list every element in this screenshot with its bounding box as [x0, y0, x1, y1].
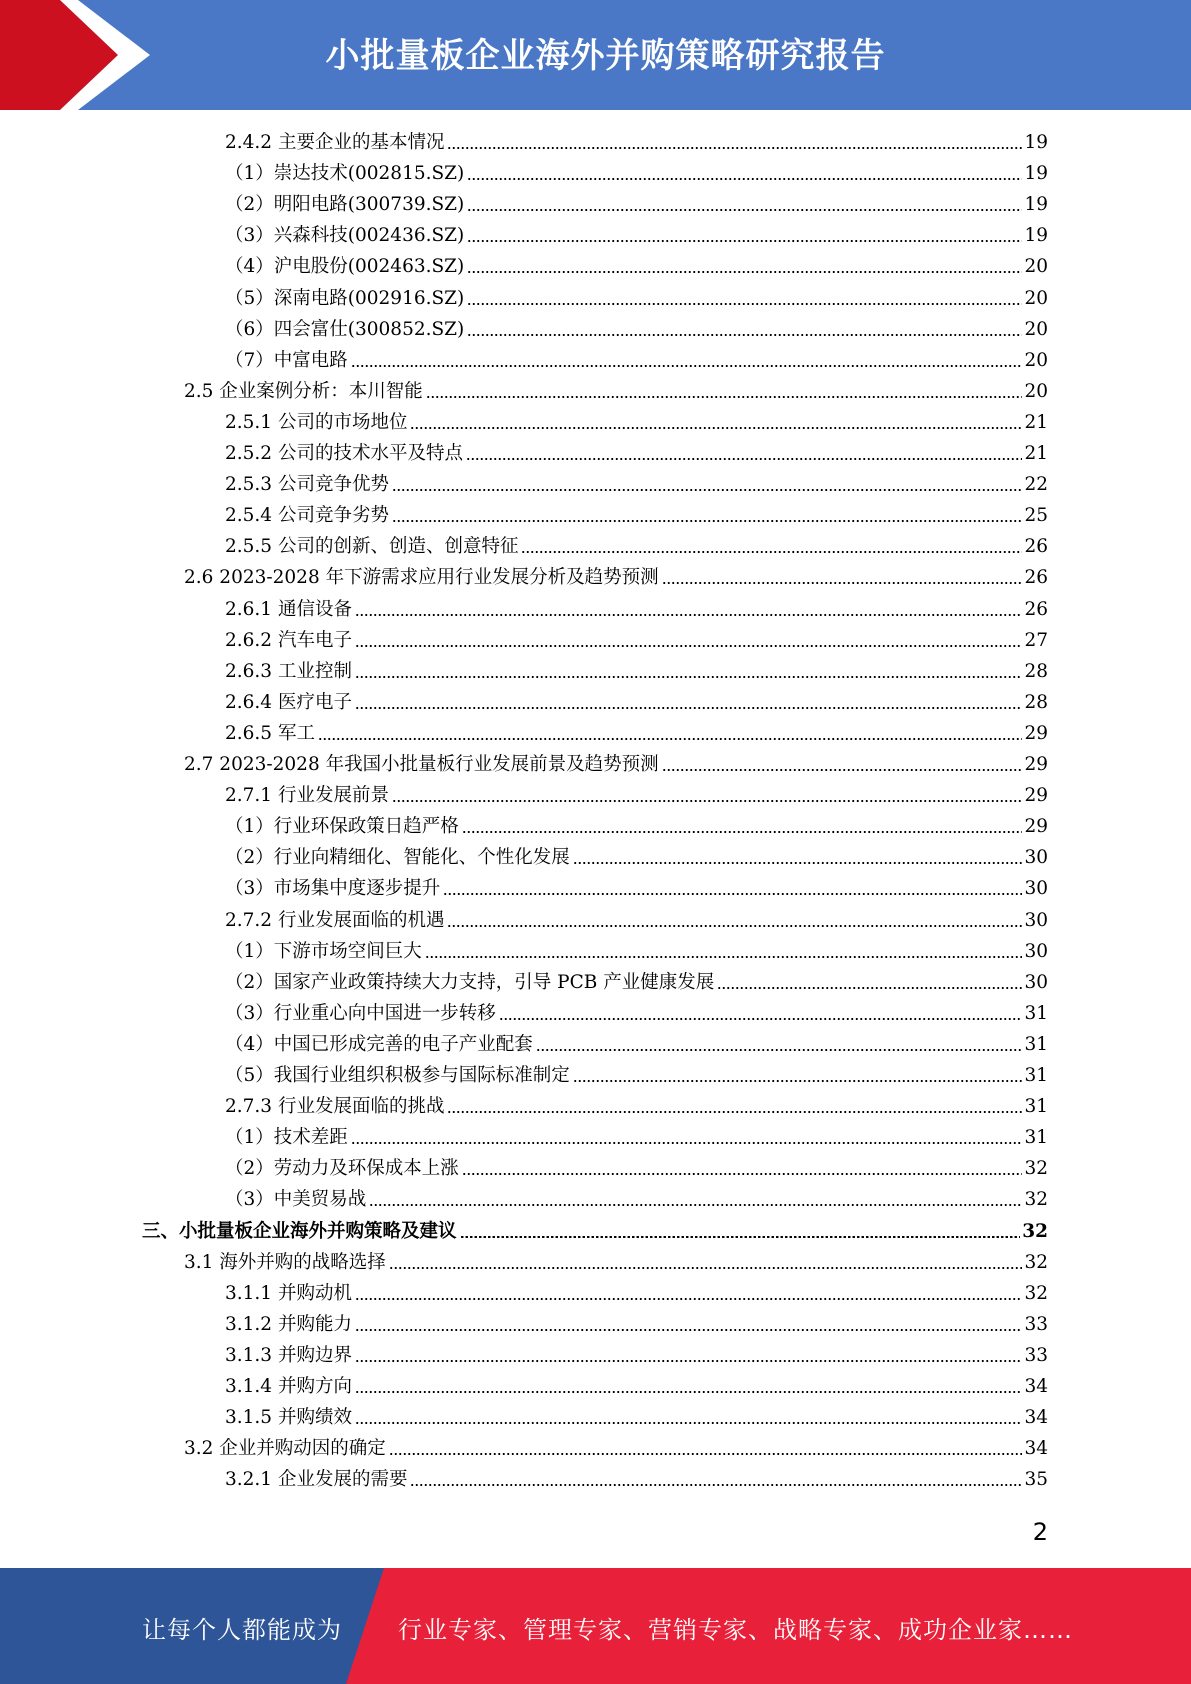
toc-entry[interactable]: [225, 842, 1048, 873]
toc-entry-label: 2.6.2 汽车电子: [225, 629, 352, 651]
toc-dot-leader: [536, 1049, 1023, 1051]
toc-entry[interactable]: [225, 469, 1048, 500]
footer-slogan-right: 行业专家、管理专家、营销专家、战略专家、成功企业家……: [398, 1616, 1073, 1644]
toc-entry-page: 35: [1024, 1469, 1048, 1491]
toc-dot-leader: [573, 862, 1023, 864]
toc-entry-page: 20: [1024, 256, 1048, 278]
toc-entry-page: 30: [1024, 847, 1048, 869]
footer-slogan-left: 让每个人都能成为: [142, 1616, 342, 1644]
toc-entry-label: 2.5.2 公司的技术水平及特点: [225, 443, 463, 464]
toc-entry[interactable]: [225, 811, 1048, 842]
toc-entry-label: （3）兴森科技(002436.SZ): [225, 225, 465, 247]
toc-dot-leader: [662, 582, 1023, 584]
toc-entry[interactable]: [184, 376, 1048, 407]
toc-entry-page: 32: [1024, 1158, 1048, 1180]
toc-entry-label: （2）劳动力及环保成本上涨: [225, 1158, 459, 1180]
toc-entry-label: （1）技术差距: [225, 1127, 348, 1149]
toc-entry-page: 26: [1024, 536, 1048, 558]
toc-entry[interactable]: [225, 1029, 1048, 1060]
toc-entry-page: 32: [1022, 1220, 1048, 1242]
toc-entry-label: （5）我国行业组织积极参与国际标准制定: [225, 1065, 570, 1086]
toc-entry-label: （4）中国已形成完善的电子产业配套: [225, 1033, 533, 1055]
toc-dot-leader: [355, 1391, 1023, 1393]
toc-dot-leader: [389, 1453, 1023, 1455]
toc-entry[interactable]: [225, 345, 1048, 376]
toc-dot-leader: [467, 178, 1022, 180]
toc-dot-leader: [392, 489, 1022, 491]
toc-dot-leader: [355, 1360, 1023, 1362]
toc-entry-page: 29: [1024, 785, 1048, 807]
toc-entry[interactable]: [184, 1247, 1048, 1278]
toc-entry-page: 29: [1024, 816, 1048, 838]
toc-dot-leader: [466, 458, 1022, 460]
toc-entry-label: （2）行业向精细化、智能化、个性化发展: [225, 847, 570, 869]
toc-entry-page: 26: [1024, 567, 1048, 589]
toc-entry-label: 2.7.1 行业发展前景: [225, 785, 389, 807]
toc-dot-leader: [443, 893, 1022, 895]
footer-banner: [0, 1568, 1191, 1684]
toc-dot-leader: [355, 1422, 1023, 1424]
toc-entry-label: （6）四会富仕(300852.SZ): [225, 318, 465, 340]
toc-entry[interactable]: [225, 1153, 1048, 1184]
toc-dot-leader: [318, 738, 1023, 740]
page-number: 2: [1032, 1518, 1048, 1546]
toc-entry-label: 2.6.5 军工: [225, 722, 315, 744]
toc-entry-label: （7）中富电路: [225, 349, 348, 371]
toc-entry[interactable]: [225, 594, 1048, 625]
toc-entry-label: 2.5.3 公司竞争优势: [225, 474, 389, 496]
toc-entry-page: 34: [1024, 1376, 1048, 1397]
toc-dot-leader: [355, 1298, 1023, 1300]
toc-entry[interactable]: [225, 251, 1048, 282]
toc-entry-label: 2.5.5 公司的创新、创造、创意特征: [225, 536, 519, 558]
toc-entry-page: 32: [1024, 1189, 1048, 1211]
toc-dot-leader: [573, 1080, 1023, 1082]
toc-dot-leader: [369, 1204, 1022, 1206]
toc-entry-page: 31: [1024, 1033, 1048, 1055]
toc-entry-label: 2.6.3 工业控制: [225, 660, 352, 682]
toc-entry-page: 19: [1024, 225, 1048, 247]
toc-entry-label: （1）行业环保政策日趋严格: [225, 816, 459, 838]
toc-entry-page: 31: [1024, 1127, 1048, 1149]
toc-entry[interactable]: [225, 656, 1048, 687]
toc-entry-label: （3）中美贸易战: [225, 1189, 367, 1211]
toc-dot-leader: [355, 707, 1023, 709]
toc-dot-leader: [447, 1111, 1022, 1113]
toc-entry-page: 34: [1024, 1438, 1048, 1460]
toc-entry-page: 20: [1024, 380, 1048, 402]
toc-entry[interactable]: [225, 687, 1048, 718]
toc-entry[interactable]: [225, 1278, 1048, 1309]
toc-entry[interactable]: [225, 127, 1048, 158]
toc-entry[interactable]: [225, 718, 1048, 749]
toc-entry[interactable]: [225, 998, 1048, 1029]
toc-entry[interactable]: [225, 1371, 1048, 1402]
toc-entry-label: 2.6 2023-2028 年下游需求应用行业发展分析及趋势预测: [184, 567, 659, 589]
toc-entry-label: （3）行业重心向中国进一步转移: [225, 1002, 496, 1024]
toc-entry[interactable]: [225, 1340, 1048, 1371]
toc-dot-leader: [467, 209, 1022, 211]
toc-dot-leader: [467, 303, 1022, 305]
toc-entry-page: 33: [1024, 1344, 1048, 1366]
toc-entry-page: 31: [1024, 1002, 1048, 1024]
toc-dot-leader: [426, 396, 1023, 398]
toc-entry-label: 3.1.4 并购方向: [225, 1376, 352, 1397]
toc-entry[interactable]: [225, 1091, 1048, 1122]
toc-entry[interactable]: [184, 1433, 1048, 1464]
toc-entry-label: （1）崇达技术(002815.SZ): [225, 163, 465, 185]
toc-entry[interactable]: [142, 1216, 1048, 1247]
toc-dot-leader: [521, 551, 1022, 553]
toc-dot-leader: [410, 427, 1022, 429]
toc-entry-page: 29: [1024, 754, 1048, 775]
toc-entry-page: 26: [1024, 598, 1048, 620]
toc-dot-leader: [392, 800, 1022, 802]
toc-dot-leader: [460, 1236, 1021, 1238]
toc-dot-leader: [717, 987, 1022, 989]
toc-entry-label: （5）深南电路(002916.SZ): [225, 287, 465, 309]
toc-entry-label: 2.4.2 主要企业的基本情况: [225, 132, 445, 153]
toc-entry[interactable]: [225, 1464, 1048, 1495]
toc-dot-leader: [351, 365, 1023, 367]
toc-entry[interactable]: [225, 936, 1048, 967]
toc-dot-leader: [425, 956, 1023, 958]
header-banner: [0, 0, 1191, 110]
toc-dot-leader: [355, 645, 1023, 647]
toc-entry-label: 2.6.1 通信设备: [225, 598, 352, 620]
toc-dot-leader: [392, 520, 1022, 522]
toc-entry[interactable]: [225, 314, 1048, 345]
toc-entry-page: 33: [1024, 1313, 1048, 1335]
document-title: 小批量板企业海外并购策略研究报告: [325, 36, 886, 76]
toc-dot-leader: [447, 147, 1022, 149]
toc-entry-label: 2.7 2023-2028 年我国小批量板行业发展前景及趋势预测: [184, 754, 659, 775]
toc-entry-page: 28: [1024, 691, 1048, 713]
toc-entry[interactable]: [225, 158, 1048, 189]
toc-dot-leader: [467, 240, 1022, 242]
toc-entry-label: 2.7.3 行业发展面临的挑战: [225, 1096, 445, 1118]
toc-entry-page: 30: [1024, 940, 1048, 962]
toc-entry-label: 3.1.1 并购动机: [225, 1282, 352, 1304]
toc-entry-page: 32: [1024, 1282, 1048, 1304]
toc-entry-page: 22: [1024, 474, 1048, 496]
toc-entry[interactable]: [225, 1184, 1048, 1215]
toc-entry-page: 28: [1024, 660, 1048, 682]
toc-entry[interactable]: [225, 1122, 1048, 1153]
toc-entry-label: （3）市场集中度逐步提升: [225, 878, 441, 900]
toc-entry-page: 19: [1024, 163, 1048, 185]
toc-entry[interactable]: [225, 189, 1048, 220]
toc-entry[interactable]: [225, 438, 1048, 469]
toc-entry[interactable]: [225, 283, 1048, 314]
toc-entry-label: 三、小批量板企业海外并购策略及建议: [142, 1220, 457, 1242]
toc-entry-page: 25: [1024, 505, 1048, 527]
toc-entry-label: （2）国家产业政策持续大力支持，引导 PCB 产业健康发展: [225, 971, 715, 993]
toc-entry-page: 20: [1024, 287, 1048, 309]
toc-entry-label: 3.1.2 并购能力: [225, 1313, 352, 1335]
toc-entry-page: 34: [1024, 1407, 1048, 1429]
toc-entry[interactable]: [225, 500, 1048, 531]
toc-entry-label: 3.1.3 并购边界: [225, 1344, 352, 1366]
toc-dot-leader: [355, 676, 1023, 678]
toc-entry-label: 2.5.1 公司的市场地位: [225, 411, 408, 433]
toc-entry-page: 31: [1024, 1096, 1048, 1118]
toc-entry-label: 3.1 海外并购的战略选择: [184, 1251, 386, 1273]
toc-dot-leader: [389, 1267, 1023, 1269]
toc-entry[interactable]: [225, 1309, 1048, 1340]
toc-entry-label: 2.5.4 公司竞争劣势: [225, 505, 389, 527]
toc-entry-label: 2.7.2 行业发展面临的机遇: [225, 909, 445, 931]
toc-entry-page: 30: [1024, 878, 1048, 900]
toc-entry[interactable]: [225, 1060, 1048, 1091]
toc-entry-label: 2.5 企业案例分析：本川智能: [184, 380, 423, 402]
toc-entry-page: 30: [1024, 909, 1048, 931]
toc-entry[interactable]: [225, 531, 1048, 562]
toc-entry[interactable]: [225, 1402, 1048, 1433]
toc-entry-page: 27: [1024, 629, 1048, 651]
toc-entry-label: 3.1.5 并购绩效: [225, 1407, 352, 1429]
toc-entry-page: 19: [1024, 194, 1048, 216]
toc-entry-page: 29: [1024, 722, 1048, 744]
toc-entry-page: 31: [1024, 1065, 1048, 1086]
toc-entry[interactable]: [225, 905, 1048, 936]
toc-entry-label: 3.2.1 企业发展的需要: [225, 1469, 408, 1491]
toc-entry-label: 3.2 企业并购动因的确定: [184, 1438, 386, 1460]
toc-entry[interactable]: [225, 220, 1048, 251]
toc-dot-leader: [462, 1173, 1023, 1175]
toc-entry[interactable]: [225, 873, 1048, 904]
toc-entry-page: 30: [1024, 971, 1048, 993]
toc-entry[interactable]: [184, 749, 1048, 780]
toc-dot-leader: [355, 614, 1023, 616]
toc-dot-leader: [467, 271, 1022, 273]
toc-entry-page: 21: [1024, 411, 1048, 433]
toc-entry[interactable]: [225, 967, 1048, 998]
toc-entry-label: （2）明阳电路(300739.SZ): [225, 194, 465, 216]
toc-dot-leader: [355, 1329, 1023, 1331]
toc-entry[interactable]: [184, 562, 1048, 593]
toc-entry[interactable]: [225, 625, 1048, 656]
toc-entry[interactable]: [225, 407, 1048, 438]
toc-entry-page: 32: [1024, 1251, 1048, 1273]
toc-dot-leader: [462, 831, 1023, 833]
toc-entry-label: （4）沪电股份(002463.SZ): [225, 256, 465, 278]
toc-dot-leader: [351, 1142, 1023, 1144]
toc-entry-page: 20: [1024, 318, 1048, 340]
toc-entry-page: 19: [1024, 132, 1048, 153]
toc-entry-page: 20: [1024, 349, 1048, 371]
toc-entry-label: 2.6.4 医疗电子: [225, 691, 352, 713]
toc-dot-leader: [467, 334, 1022, 336]
toc-entry-label: （1）下游市场空间巨大: [225, 940, 422, 962]
toc-entry[interactable]: [225, 780, 1048, 811]
toc-entry-page: 21: [1024, 443, 1048, 464]
toc-dot-leader: [662, 769, 1023, 771]
toc-dot-leader: [410, 1484, 1022, 1486]
toc-dot-leader: [447, 925, 1022, 927]
toc-dot-leader: [499, 1018, 1023, 1020]
